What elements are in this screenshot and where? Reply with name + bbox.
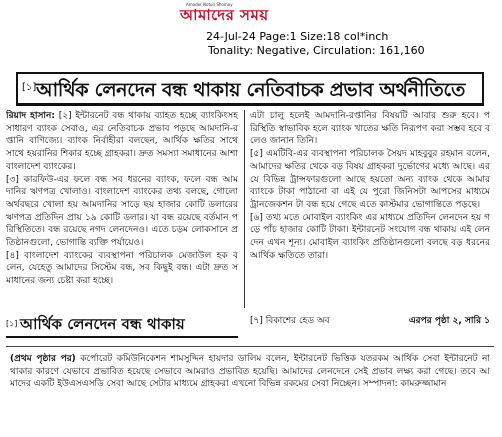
- article-paragraph: [10, 353, 490, 391]
- masthead-logo-title: আমাদের সময়: [180, 6, 269, 24]
- continuation-teaser: [৭] বিকাশের হেড অব: [250, 316, 330, 326]
- masthead-tagline: Amader Notun Shomoy: [186, 2, 233, 7]
- continued-from-label: (প্রথম পৃষ্ঠার পর): [10, 354, 76, 364]
- article-column-left: [6, 110, 238, 310]
- article-paragraph: [৬] তথ্য মতে মোবাইল ব্যাংকিং এর মাধ্যমে প্রতিদিন লেনদেন হয় গড়ে পাঁচ হাজার কোটি টাকা। ইন্টারনেট সংযোগ বন্ধ থাকায় এই লেনদেন এখন শূন্য। মোবাইল ব্যাংকিং প্রতিষ্ঠানগুলো বলছে বড় ধরনের আর্থিক ক্ষতিতে তারা।: [250, 212, 490, 261]
- continuation-headline-banner: [6, 314, 238, 336]
- clipping-tonality-circulation: Tonality: Negative, Circulation: 161,160: [208, 44, 425, 57]
- clipping-date-page-size: 24-Jul-24 Page:1 Size:18 col*inch: [206, 30, 389, 43]
- main-headline: আর্থিক লেনদেন বন্ধ থাকায় নেতিবাচক প্রভাব অর্থনীতিতে: [36, 79, 466, 101]
- column-divider: [244, 110, 245, 308]
- paragraph-text: [২] ইন্টারনেট বন্ধ থাকায় ব্যাহত হচ্ছে ব্যাংকিংসহ সাধারণ ব্যাংক সেবাও, এর নেতিবাচক প্রভাব পড়ছে আমদানি-রপ্তানি বাণিজ্যে। ব্যাংক নির্বাহীরা বলছেন, আর্থিক ক্ষতির সাথে সাথে হয়রানির শিকার হচ্ছে গ্রাহকরা। দ্রুত সমস্যা সমাধানের আশা বাংলাদেশ ব্যাংকের।: [6, 111, 238, 172]
- article-paragraph: এটা চালু হলেই আমদানি-রপ্তানির বিষয়টি আবার শুরু হবে। পরিস্থিতি স্বাভাবিক হলে ব্যাংক খাতের ক্ষতি নিরূপণ করা সম্ভব হবে বলেও জানান তিনি।: [250, 111, 490, 147]
- continuation-story: [6, 346, 494, 435]
- article-paragraph: [৪] বাংলাদেশ ব্যাংকের ব্যবস্থাপনা পরিচালক মেজাউল হক বলেন, যেহেতু আমাদের সিস্টেম বন্ধ, সব কিছুই বন্ধ। এটা দ্রুত সমাধানের জন্য চেষ্টা করা হচ্ছে।: [6, 250, 238, 287]
- paragraph-text: কর্পোরেট কমিউনিকেশন শামসুদ্দিন হায়দার ডালিম বলেন, ইন্টারনেট ভিত্তিক যতরকম আর্থিক সেবা ইন্টারনেট না থাকার কারণে যেভাবে প্রভাবিত হয়েছে সেভাবে আমরাও প্রভাবিত হয়েছি। আমাদের লেনদেনে সেই প্রভাব লক্ষ্য করা গেছে। তবে আমাদের একটি ইউএসএসডি সেবা আছে সেটার মাধ্যমে গ্রাহকরা এখনো বিভিন্ন রকমের সেবা নিচ্ছেন। সম্পাদনা: কামরুজ্জামান: [10, 354, 490, 390]
- masthead: [150, 2, 350, 26]
- headline-underline: [6, 336, 238, 338]
- continuation-text-block: [10, 353, 490, 433]
- main-headline-banner: [16, 72, 484, 106]
- article-column-right: [250, 110, 490, 310]
- continuation-headline: আর্থিক লেনদেন বন্ধ থাকায়: [20, 315, 185, 333]
- continuation-headline-marker: [১]: [6, 319, 18, 328]
- byline: রিয়াদ হাসান:: [6, 111, 56, 121]
- article-paragraph: [৩] কারফিউ-এর ফলে বন্ধ সব ধরনের ব্যাংক, ফলে বন্ধ আমদানির ঋণপত্র খোলাও। বাংলাদেশ ব্যাংকের তথ্য বলছে, গোলো অর্থবছরে খোলা হয় আমদানির সাড়ে ছয় হাজার কোটি ডলারের ঋণপত্র প্রতিদিন প্রায় ১৯ কোটি ডলার। যা বন্ধ রয়েছে বর্তমান পরিস্থিতিতে। বন্ধ রয়েছে নগদ লেনদেনও। এতে চড়ম লোকসানে প্রতিষ্ঠানগুলো, ভোগান্তি ব্যক্তি পর্যায়েও।: [6, 174, 238, 249]
- article-paragraph: [৫] এমটিবি-এর ব্যবস্থাপনা পরিচালক সৈয়দ মাহবুবুর রহমান বলেন, আমাদের ক্ষতির থেকে বড় বিষয় গ্রাহকরা দুর্ভোগের মধ্যে আছে। এর যে বিভিন্ন ট্রান্সফারগুলো আছে হয়তো অন্য ব্যাংক থেকে আমার ব্যাংকে টাকা পাঠানো বা এই যে পুরো জিনিসটা আপসের মাধ্যমে ট্রানজেকশন টা বন্ধ হয়ে গেছে এতে কাস্টমার ভোগান্তিতে পড়ছে।: [250, 149, 490, 210]
- jump-reference: এরপর পৃষ্ঠা ২, সারি ১: [408, 316, 490, 326]
- headline-marker: [১]: [22, 82, 37, 93]
- article-paragraph: [6, 110, 238, 174]
